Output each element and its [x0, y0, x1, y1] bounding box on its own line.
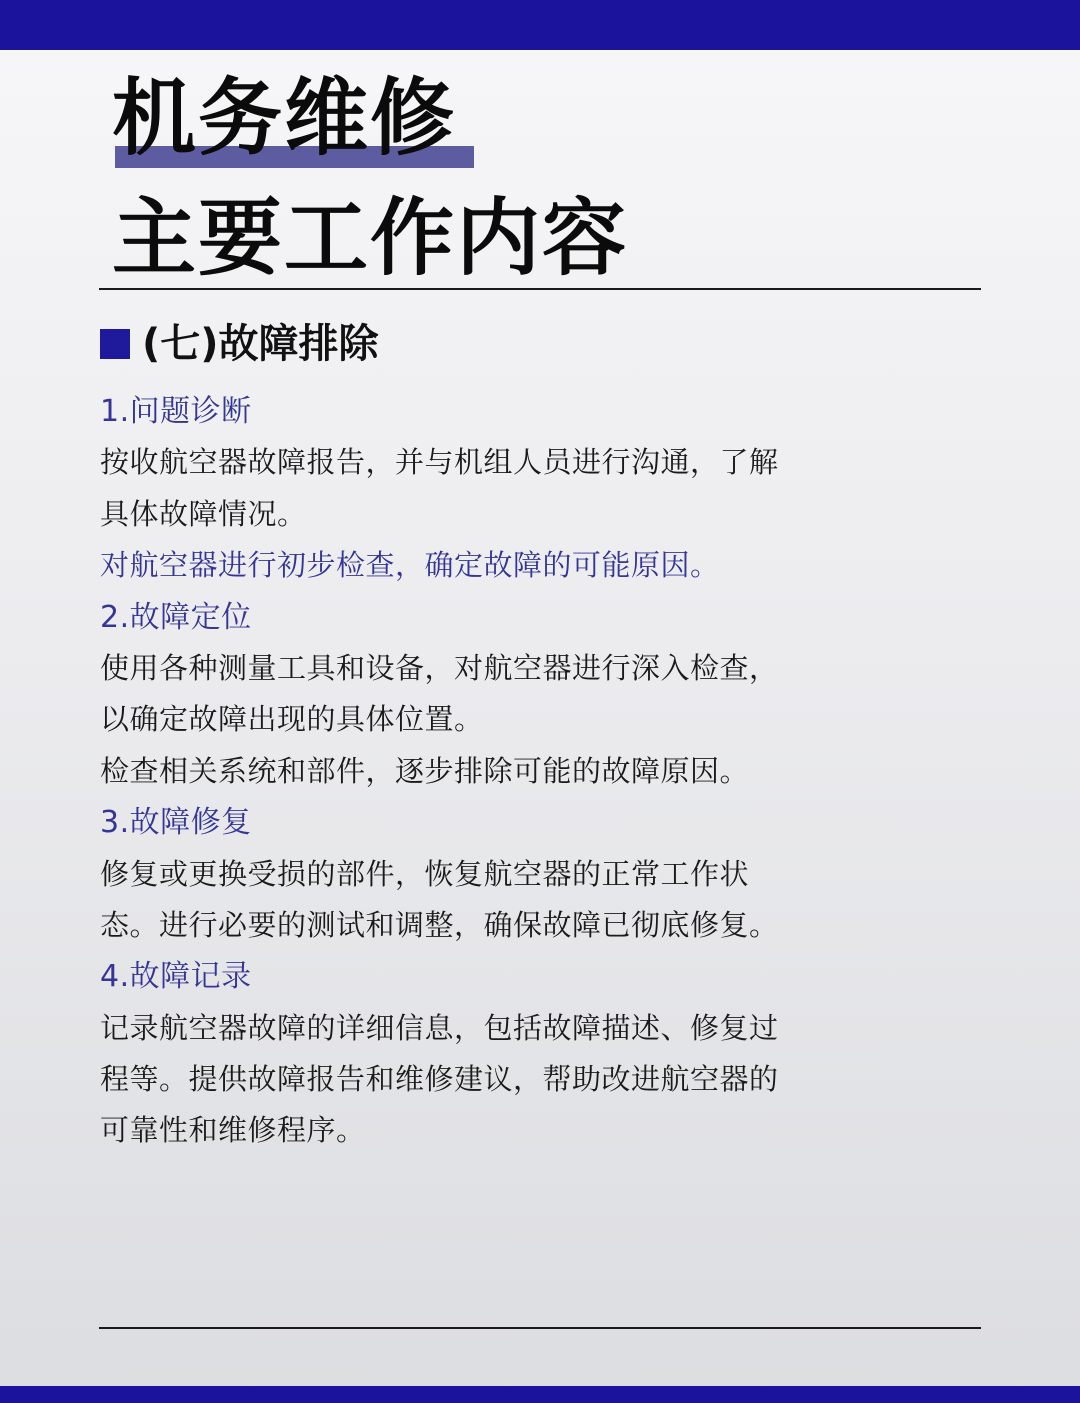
footer-divider: [99, 1327, 981, 1329]
section-title: (七)故障排除: [142, 321, 379, 367]
item-heading: 2.故障定位: [100, 599, 252, 635]
content-body: [100, 386, 840, 1157]
item-text-line: 修复或更换受损的部件，恢复航空器的正常工作状: [100, 856, 750, 891]
item-text-line: 使用各种测量工具和设备，对航空器进行深入检查，: [100, 650, 779, 685]
page-title-line-2: 主要工作内容: [112, 189, 629, 287]
item-text-line: 检查相关系统和部件，逐步排除可能的故障原因。: [100, 753, 750, 788]
bottom-banner: [0, 1386, 1080, 1403]
item-text-line: 按收航空器故障报告，并与机组人员进行沟通，了解: [100, 445, 779, 480]
item-highlight-line: 对航空器进行初步检查，确定故障的可能原因。: [100, 548, 720, 583]
item-text-line: 程等。提供故障报告和维修建议，帮助改进航空器的: [100, 1062, 779, 1097]
top-banner: [0, 0, 1080, 50]
item-heading: 4.故障记录: [100, 959, 252, 995]
item-text-line: 具体故障情况。: [100, 496, 307, 531]
item-text-line: 记录航空器故障的详细信息，包括故障描述、修复过: [100, 1010, 779, 1045]
square-bullet-icon: [100, 329, 130, 359]
item-heading: 3.故障修复: [100, 805, 252, 841]
item-heading: 1.问题诊断: [100, 394, 252, 429]
item-text-line: 态。进行必要的测试和调整，确保故障已彻底修复。: [100, 907, 779, 942]
section-heading: [100, 316, 379, 372]
item-text-line: 可靠性和维修程序。: [100, 1113, 366, 1148]
item-text-line: 以确定故障出现的具体位置。: [100, 702, 484, 737]
title-divider: [99, 288, 981, 290]
page-title-line-1: 机务维修: [112, 69, 457, 167]
